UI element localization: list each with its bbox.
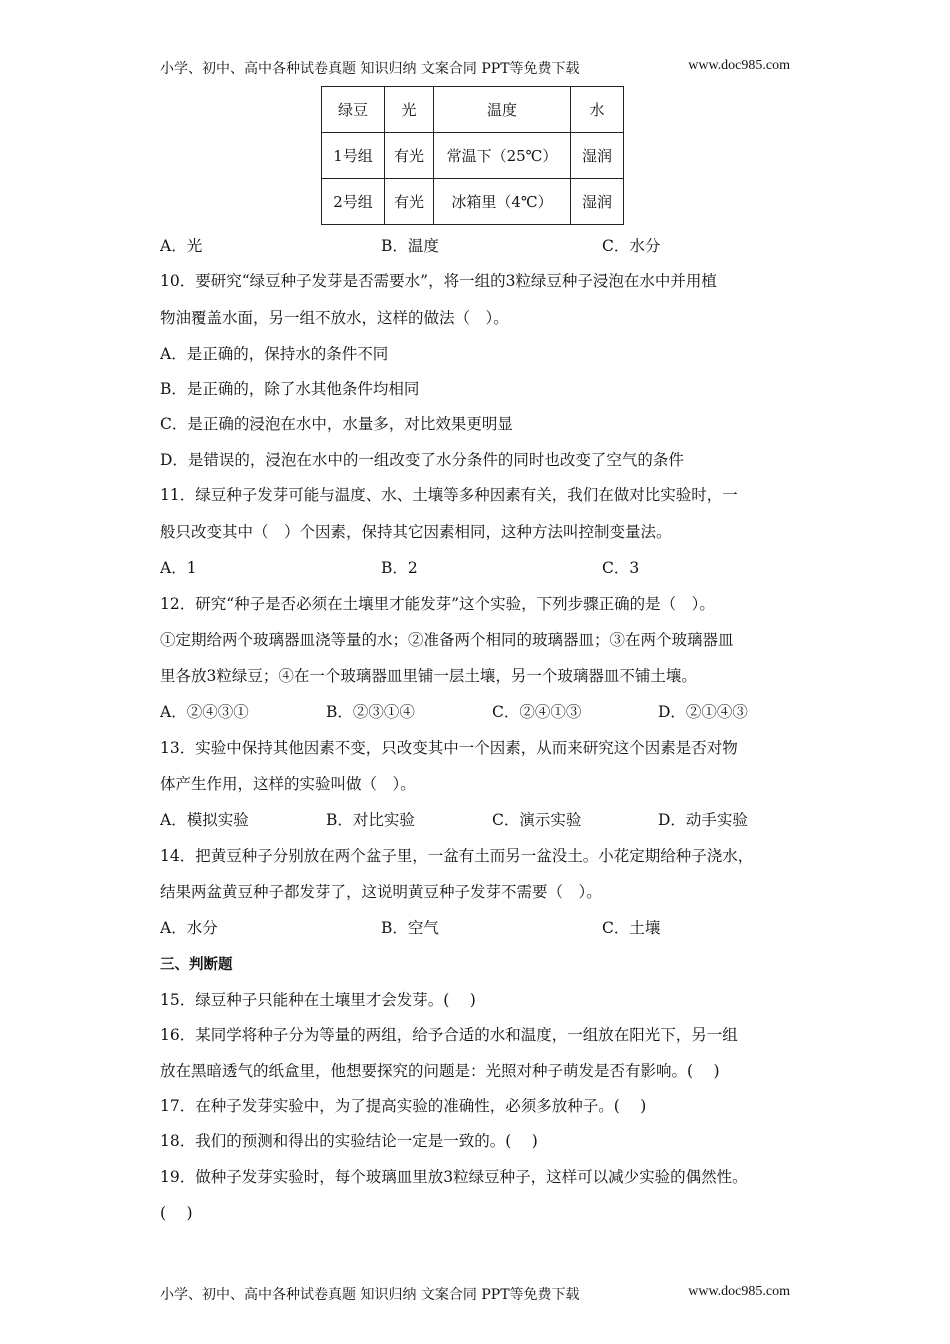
q13-stem-2: 体产生作用，这样的实验叫做（ ）。 bbox=[160, 775, 416, 793]
q14-stem-2: 结果两盆黄豆种子都发芽了，这说明黄豆种子发芽不需要（ ）。 bbox=[160, 883, 602, 901]
q10-stem-2: 物油覆盖水面，另一组不放水，这样的做法（ ）。 bbox=[160, 309, 509, 327]
option-d: D．动手实验 bbox=[658, 811, 748, 829]
section-heading: 三、判断题 bbox=[160, 957, 233, 973]
q10-stem-1: 10．要研究“绿豆种子发芽是否需要水”，将一组的3粒绿豆种子浸泡在水中并用植 bbox=[160, 272, 717, 290]
option-c: C．②④①③ bbox=[492, 703, 582, 721]
q12-stem-2: ①定期给两个玻璃器皿浇等量的水；②准备两个相同的玻璃器皿；③在两个玻璃器皿 bbox=[160, 631, 734, 649]
table-cell: 常温下（25℃） bbox=[434, 133, 571, 179]
q17: 17．在种子发芽实验中，为了提高实验的准确性，必须多放种子。( ) bbox=[160, 1097, 647, 1115]
header-url: www.doc985.com bbox=[688, 58, 790, 73]
q11-stem-1: 11．绿豆种子发芽可能与温度、水、土壤等多种因素有关，我们在做对比实验时，一 bbox=[160, 486, 738, 504]
table-header: 水 bbox=[571, 87, 624, 133]
q9-options bbox=[160, 234, 823, 256]
q13-options bbox=[160, 808, 824, 830]
option-a: A．模拟实验 bbox=[160, 811, 249, 829]
table-row bbox=[322, 179, 624, 225]
q11-options bbox=[160, 556, 823, 578]
q16-stem-1: 16．某同学将种子分为等量的两组，给予合适的水和温度，一组放在阳光下，另一组 bbox=[160, 1026, 738, 1044]
q15: 15．绿豆种子只能种在土壤里才会发芽。( ) bbox=[160, 991, 476, 1009]
q10-option-b: B．是正确的，除了水其他条件均相同 bbox=[160, 380, 420, 398]
option-a: A．②④③① bbox=[160, 703, 249, 721]
option-b: B．②③①④ bbox=[326, 703, 415, 721]
table-header: 光 bbox=[385, 87, 434, 133]
q12-options bbox=[160, 700, 824, 722]
option-c: C．土壤 bbox=[602, 919, 661, 937]
table-header-row bbox=[322, 87, 624, 133]
q13-stem-1: 13．实验中保持其他因素不变，只改变其中一个因素，从而来研究这个因素是否对物 bbox=[160, 739, 738, 757]
table-cell: 1号组 bbox=[322, 133, 385, 179]
option-b: B．空气 bbox=[381, 919, 439, 937]
table-row bbox=[322, 133, 624, 179]
q11-stem-2: 般只改变其中（ ）个因素，保持其它因素相同，这种方法叫控制变量法。 bbox=[160, 523, 672, 541]
option-a: A．水分 bbox=[160, 919, 218, 937]
page-footer bbox=[160, 1284, 790, 1304]
option-b: B．对比实验 bbox=[326, 811, 415, 829]
q16-stem-2: 放在黑暗透气的纸盒里，他想要探究的问题是：光照对种子萌发是否有影响。( ) bbox=[160, 1062, 720, 1080]
q19-stem-1: 19．做种子发芽实验时，每个玻璃皿里放3粒绿豆种子，这样可以减少实验的偶然性。 bbox=[160, 1168, 748, 1186]
table-cell: 湿润 bbox=[571, 179, 624, 225]
option-d: D．②①④③ bbox=[658, 703, 748, 721]
option-b: B．温度 bbox=[381, 237, 439, 255]
q10-option-d: D．是错误的，浸泡在水中的一组改变了水分条件的同时也改变了空气的条件 bbox=[160, 451, 684, 469]
table-header: 温度 bbox=[434, 87, 571, 133]
q10-option-c: C．是正确的浸泡在水中，水量多，对比效果更明显 bbox=[160, 415, 513, 433]
q18: 18．我们的预测和得出的实验结论一定是一致的。( ) bbox=[160, 1132, 538, 1150]
option-c: C．水分 bbox=[602, 237, 661, 255]
q14-stem-1: 14．把黄豆种子分别放在两个盆子里，一盆有土而另一盆没土。小花定期给种子浇水， bbox=[160, 847, 754, 865]
q12-stem-3: 里各放3粒绿豆；④在一个玻璃器皿里铺一层土壤，另一个玻璃器皿不铺土壤。 bbox=[160, 667, 697, 685]
germination-table bbox=[321, 86, 624, 225]
footer-text: 小学、初中、高中各种试卷真题 知识归纳 文案合同 PPT等免费下载 bbox=[160, 1287, 580, 1303]
option-a: A．1 bbox=[160, 559, 197, 577]
table-cell: 有光 bbox=[385, 179, 434, 225]
option-c: C．3 bbox=[602, 559, 640, 577]
q10-option-a: A．是正确的，保持水的条件不同 bbox=[160, 345, 389, 363]
table-cell: 有光 bbox=[385, 133, 434, 179]
option-c: C．演示实验 bbox=[492, 811, 582, 829]
footer-url: www.doc985.com bbox=[688, 1284, 790, 1299]
header-text: 小学、初中、高中各种试卷真题 知识归纳 文案合同 PPT等免费下载 bbox=[160, 61, 580, 77]
table-cell: 冰箱里（4℃） bbox=[434, 179, 571, 225]
option-a: A．光 bbox=[160, 237, 203, 255]
table-header: 绿豆 bbox=[322, 87, 385, 133]
q12-stem-1: 12．研究“种子是否必须在土壤里才能发芽”这个实验，下列步骤正确的是（ ）。 bbox=[160, 595, 715, 613]
q14-options bbox=[160, 916, 823, 938]
page-header bbox=[160, 58, 790, 78]
table-cell: 2号组 bbox=[322, 179, 385, 225]
option-b: B．2 bbox=[381, 559, 418, 577]
q19-stem-2: ( ) bbox=[160, 1204, 193, 1222]
table-cell: 湿润 bbox=[571, 133, 624, 179]
